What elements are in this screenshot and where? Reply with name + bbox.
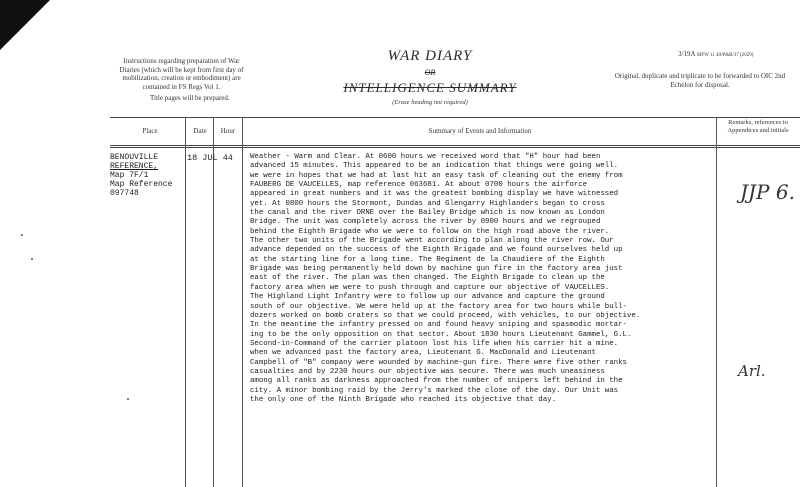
summary-line: when we advanced past the factory area, Lieutenant G. MacDonald and Lieutenant <box>250 349 596 358</box>
summary-line: casualties and by 2230 hours our objective was secure. There was much uneasiness <box>250 367 605 376</box>
summary-line: Campbell of "B" company were wounded by machine-gun fire. There were five other ranks <box>250 358 627 367</box>
col-divider-remarks <box>716 117 717 487</box>
scan-speck <box>31 258 33 260</box>
col-header-place: Place <box>142 127 158 135</box>
summary-line: FAUBERG DE VAUCELLES, map reference 063681. At about 0700 hours the airforce <box>250 181 588 190</box>
place-line: Map 7F/1 <box>110 171 149 180</box>
summary-line: ing to be the only opposition on that sector. About 1830 hours Lieutenant Gammel, G.L. <box>250 330 632 339</box>
col-divider-hour <box>213 117 214 487</box>
summary-line: Weather - Warm and Clear. At 0600 hours we received word that "H" hour had been <box>250 153 601 161</box>
remark-initials-bottom: Arl. <box>738 362 766 380</box>
col-divider-summary <box>242 117 243 487</box>
form-code-small: MFW 11 40/P&B/37 (2029) <box>696 53 754 58</box>
or-label: OR <box>424 68 436 77</box>
summary-line: east of the river. The plan was then changed. The Eighth Brigade to clean up the <box>250 274 605 283</box>
place-line: REFERENCE, <box>110 162 159 171</box>
summary-line: among all ranks as darkness approached from the number of snipers left behind in the <box>250 377 623 386</box>
summary-line: The other two units of the Brigade went according to plan along the river row. Our <box>250 237 614 246</box>
summary-line: Second-in-Command of the carrier platoon lost his life when his carrier hit a mine. <box>250 339 619 348</box>
place-line: BENOUVILLE <box>110 153 159 162</box>
corner-tab <box>0 0 50 50</box>
summary-line: at the starting line for a long time. The Regiment de la Chaudiere of the Eighth <box>250 255 605 264</box>
col-divider-date <box>185 117 186 487</box>
war-diary-title: WAR DIARY <box>387 48 473 64</box>
entry-summary <box>250 153 715 405</box>
summary-line: The Highland Light Infantry were to follow up our advance and capture the ground <box>250 293 605 302</box>
intelligence-summary-title: INTELLIGENCE SUMMARY <box>343 80 517 95</box>
place-line: 097748 <box>110 189 139 198</box>
scan-speck <box>21 234 23 236</box>
summary-line: advance depended on the success of the Eighth Brigade and we found ourselves held up <box>250 246 623 255</box>
col-header-remarks: Remarks, references to Appendices and initials <box>727 119 789 134</box>
remark-initials-top: JJP 6. <box>740 180 795 204</box>
col-header-summary: Summary of Events and Information <box>428 127 532 135</box>
place-line: Map Reference <box>110 180 173 189</box>
scan-speck <box>127 398 129 400</box>
summary-line: city. A minor bombing raid by the Jerry's marked the close of the day. Our Unit was <box>250 386 619 395</box>
summary-line: dozers worked on bomb craters so that we could proceed, with vehicles, to our objective. <box>250 311 641 320</box>
erase-note: (Erase heading not required) <box>392 99 468 106</box>
instructions-note: Instructions regarding preparation of War Diaries (which will be kept from first day of mobilization, creation or embodiment) are contained in FS Regs Vol 1. <box>119 57 244 91</box>
summary-line: behind the Eighth Brigade who we were to follow on the high road above the river. <box>250 227 610 236</box>
summary-line: yet. At 0800 hours the Stormont, Dundas and Glengarry Highlanders began to cross <box>250 199 605 208</box>
summary-line: the canal and the river ORNE over the Bailey Bridge which is now known as London <box>250 209 605 218</box>
summary-line: factory area when we were to push through and capture our objective of VAUCELLES. <box>250 283 610 292</box>
summary-line: Brigade was being permanently held down by machine gun fire in the factory area just <box>250 265 623 274</box>
summary-line: we were in hopes that we had at last hit an easy task of cleaning out the enemy from <box>250 171 623 180</box>
summary-line: In the meantime the infantry pressed on and found heavy sniping and spasmodic mortar- <box>250 321 627 330</box>
col-header-hour: Hour <box>220 127 236 135</box>
summary-line: the only one of the Ninth Brigade who reached its objective that day. <box>250 395 557 404</box>
summary-line: south of our objective. We were held up at the factory area for two hours while bull- <box>250 302 627 311</box>
entry-date: 18 JUL 44 <box>187 153 233 163</box>
summary-line: advanced 15 minutes. This appeared to be an indication that things were going well. <box>250 162 619 171</box>
entry-place <box>110 153 172 198</box>
summary-line: Bridge. The unit was completely across the river by 0900 hours and we regrouped <box>250 218 601 227</box>
form-code <box>678 50 753 58</box>
form-code-main: 3/19A <box>678 50 696 58</box>
original-note: Original, duplicate and triplicate to be forwarded to OIC 2nd Echelon for disposal. <box>614 72 786 89</box>
title-pages-note: Title pages will be prepared. <box>150 94 230 102</box>
col-header-date: Date <box>193 127 207 135</box>
summary-line: appeared in great numbers and it was the greatest bombing display we have witnessed <box>250 190 619 199</box>
